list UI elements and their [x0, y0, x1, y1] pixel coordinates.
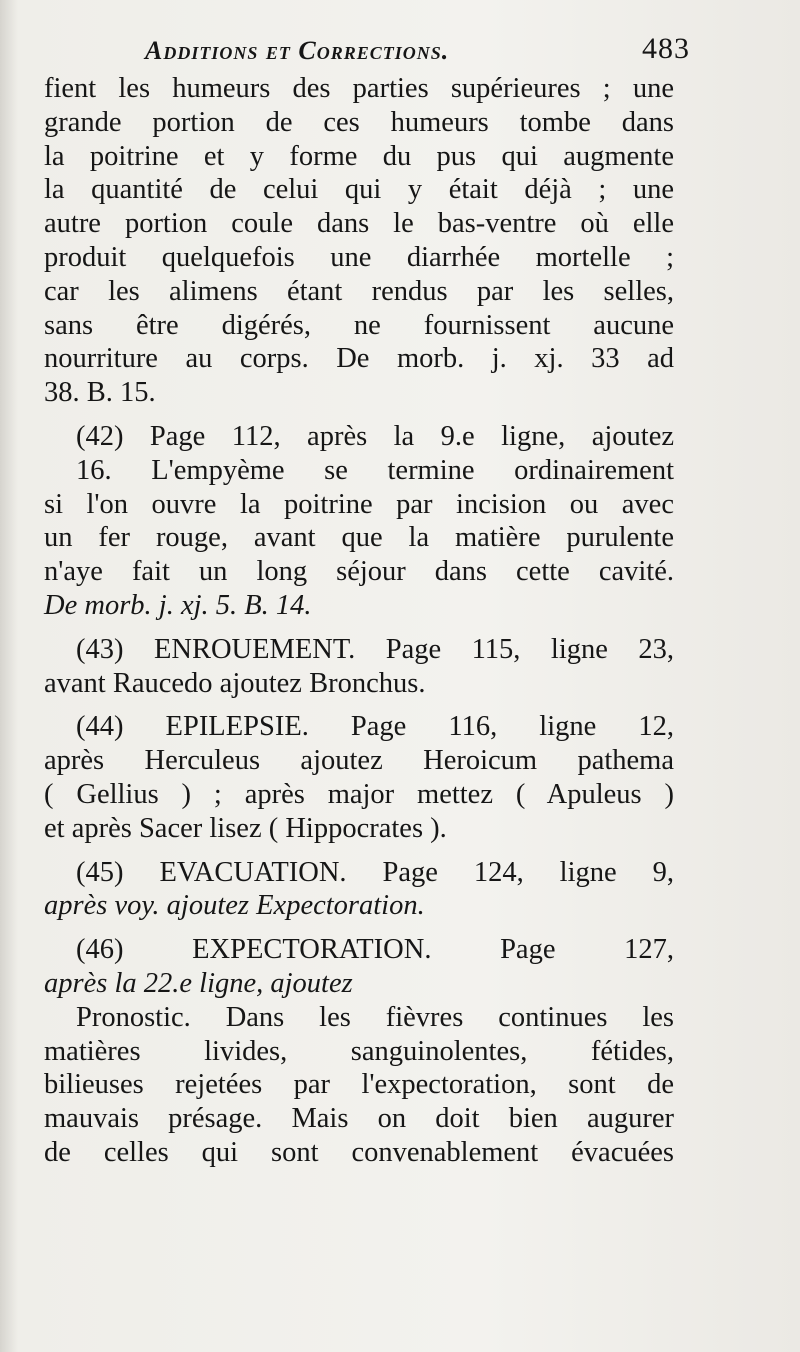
text-line: après Herculeus ajoutez Heroicum pathema: [44, 745, 674, 777]
section-heading-44: (44) EPILEPSIE. Page 116, ligne 12,: [76, 711, 674, 743]
text-line: n'aye fait un long séjour dans cette cavité.: [44, 556, 674, 588]
text-line: autre portion coule dans le bas-ventre où elle: [44, 208, 674, 240]
text-line: nourriture au corps. De morb. j. xj. 33 ad: [44, 343, 674, 375]
text-line: mauvais présage. Mais on doit bien augurer: [44, 1103, 674, 1135]
running-title: Additions et Corrections.: [145, 36, 450, 65]
text-line: fient les humeurs des parties supérieures ; une: [44, 73, 674, 104]
text-line: bilieuses rejetées par l'expectoration, sont de: [44, 1069, 674, 1101]
text-line: après voy. ajoutez Expectoration.: [44, 890, 425, 922]
text-line: 16. L'empyème se termine ordinairement: [76, 454, 674, 486]
body-text: [44, 72, 674, 1170]
running-head: [145, 30, 690, 70]
text-line: car les alimens étant rendus par les selles,: [44, 275, 674, 307]
text-line: sans être digérés, ne fournissent aucune: [44, 309, 674, 341]
section-heading-45: (45) EVACUATION. Page 124, ligne 9,: [76, 856, 674, 888]
text-line: 38. B. 15.: [44, 377, 156, 409]
text-line: si l'on ouvre la poitrine par incision ou avec: [44, 488, 674, 520]
text-line: de celles qui sont convenablement évacuées: [44, 1136, 674, 1168]
section-heading-43: (43) ENROUEMENT. Page 115, ligne 23,: [76, 633, 674, 665]
text-line: grande portion de ces humeurs tombe dans: [44, 106, 674, 138]
text-line: un fer rouge, avant que la matière purulente: [44, 522, 674, 554]
section-heading-42: (42) Page 112, après la 9.e ligne, ajoutez: [76, 420, 674, 452]
text-line: Pronostic. Dans les fièvres continues les: [76, 1001, 674, 1033]
text-line: avant Raucedo ajoutez Bronchus.: [44, 667, 426, 699]
text-line: produit quelquefois une diarrhée mortelle ;: [44, 241, 674, 273]
text-line: ( Gellius ) ; après major mettez ( Apuleus ): [44, 778, 674, 810]
text-line: la quantité de celui qui y était déjà ; une: [44, 174, 674, 206]
text-line: après la 22.e ligne, ajoutez: [44, 967, 353, 999]
text-line: et après Sacer lisez ( Hippocrates ).: [44, 812, 447, 844]
text-line: la poitrine et y forme du pus qui augmente: [44, 140, 674, 172]
text-line: matières livides, sanguinolentes, fétides,: [44, 1035, 674, 1067]
page-number: 483: [642, 32, 690, 65]
section-heading-46: (46) EXPECTORATION. Page 127,: [76, 934, 674, 966]
text-line: De morb. j. xj. 5. B. 14.: [44, 589, 312, 621]
